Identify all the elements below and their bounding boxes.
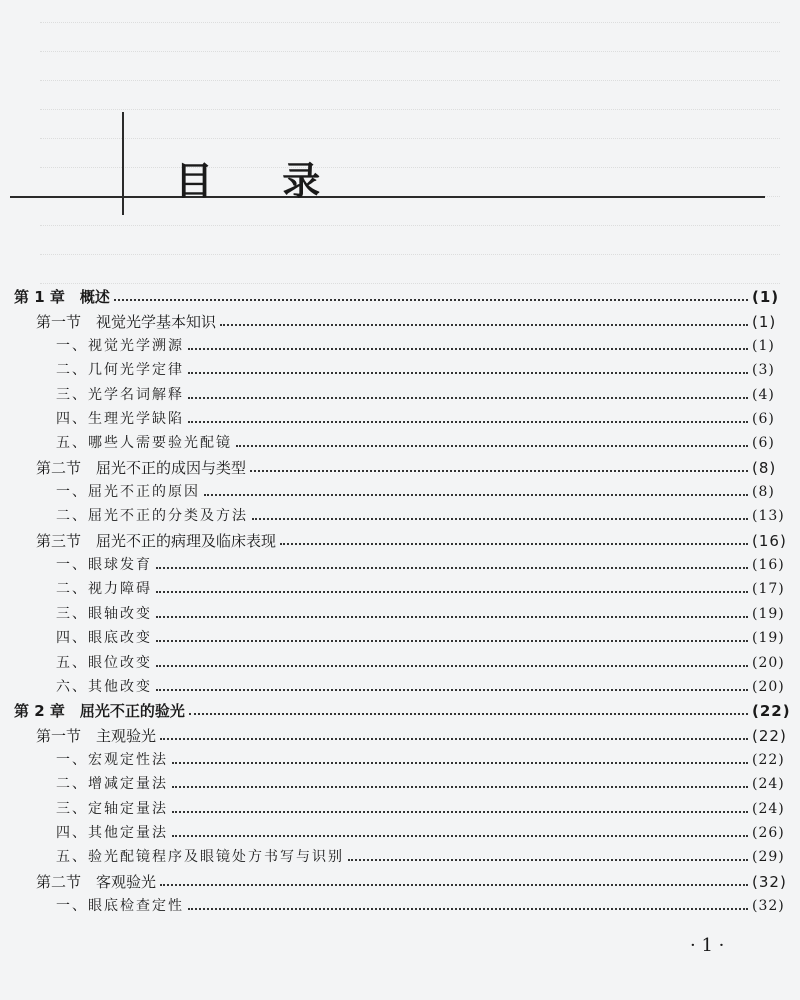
toc-item [0,404,800,428]
toc-section [0,306,800,330]
toc-chapter [0,696,800,720]
toc-entry-title: 五、验光配镜程序及眼镜处方书写与识别 [56,849,344,866]
toc-item [0,672,800,696]
toc-page-ref: (19) [752,630,785,647]
dot-leader [236,445,748,447]
toc-page-ref: (20) [752,678,785,695]
toc-page-ref: (29) [752,849,785,866]
dot-leader [188,908,748,910]
toc-page-ref: (24) [752,800,785,817]
toc-page-ref: (32) [752,897,785,914]
toc-item [0,501,800,525]
toc-item [0,623,800,647]
toc-entry-title: 第二节 屈光不正的成因与类型 [36,458,247,477]
title-vertical-rule [122,112,124,215]
dot-leader [156,640,748,642]
toc-entry-title: 一、眼底检查定性 [56,897,184,914]
toc-page-ref: (26) [752,824,785,841]
toc-page-ref: (22) [752,751,785,768]
dot-leader [156,689,748,691]
toc-page-ref: (1) [752,338,775,355]
toc-entry-title: 四、生理光学缺陷 [56,411,184,428]
dot-leader [114,299,748,301]
toc-item [0,428,800,452]
toc-item [0,745,800,769]
toc-entry-title: 第 2 章 屈光不正的验光 [14,702,185,721]
toc-item [0,891,800,915]
toc-section [0,866,800,890]
dot-leader [160,884,748,886]
toc-item [0,647,800,671]
toc-page-ref: (3) [752,362,775,379]
dot-leader [172,762,748,764]
dot-leader [250,470,748,472]
toc-page-ref: (19) [752,605,785,622]
toc-entry-title: 第一节 视觉光学基本知识 [36,312,217,331]
toc-entry-title: 五、眼位改变 [56,654,152,671]
toc-item [0,769,800,793]
toc-item [0,331,800,355]
toc-entry-title: 四、眼底改变 [56,630,152,647]
toc-item [0,477,800,501]
toc-item [0,793,800,817]
toc-entry-title: 第 1 章 概述 [14,288,110,307]
toc-item [0,818,800,842]
dot-leader [348,859,748,861]
toc-item [0,574,800,598]
toc-entry-title: 二、几何光学定律 [56,362,184,379]
show-through-text [40,0,780,290]
toc-section [0,525,800,549]
toc-page-ref: (1) [752,312,777,331]
toc-entry-title: 第二节 客观验光 [36,872,157,891]
dot-leader [189,713,748,715]
toc-chapter [0,282,800,306]
dot-leader [188,421,748,423]
title-horizontal-rule [10,196,765,198]
toc-section [0,720,800,744]
toc-entry-title: 六、其他改变 [56,678,152,695]
dot-leader [252,518,748,520]
toc-entry-title: 第一节 主观验光 [36,726,157,745]
dot-leader [172,835,748,837]
toc-section [0,452,800,476]
toc-entry-title: 二、视力障碍 [56,581,152,598]
toc-entry-title: 第三节 屈光不正的病理及临床表现 [36,531,277,550]
dot-leader [280,543,748,545]
dot-leader [220,324,748,326]
toc-page-ref: (20) [752,654,785,671]
toc-page-ref: (4) [752,386,775,403]
dot-leader [156,567,748,569]
toc-item [0,355,800,379]
toc-entry-title: 一、视觉光学溯源 [56,338,184,355]
dot-leader [188,372,748,374]
toc-entry-title: 一、眼球发育 [56,557,152,574]
toc-entry-title: 五、哪些人需要验光配镜 [56,435,232,452]
toc-page-ref: (22) [752,726,787,745]
table-of-contents [0,282,800,915]
dot-leader [156,616,748,618]
page-title: 目 录 [175,159,349,203]
toc-item [0,550,800,574]
toc-page-ref: (13) [752,508,785,525]
toc-entry-title: 二、增减定量法 [56,776,168,793]
toc-page-ref: (32) [752,872,787,891]
toc-page-ref: (6) [752,435,775,452]
toc-entry-title: 三、定轴定量法 [56,800,168,817]
dot-leader [188,397,748,399]
toc-page-ref: (8) [752,458,777,477]
toc-page-ref: (1) [752,288,780,307]
dot-leader [156,591,748,593]
toc-page-ref: (6) [752,411,775,428]
page-number: · 1 · [690,935,725,956]
toc-page-ref: (24) [752,776,785,793]
toc-entry-title: 一、屈光不正的原因 [56,484,200,501]
toc-item [0,842,800,866]
toc-item [0,379,800,403]
toc-page-ref: (16) [752,557,785,574]
dot-leader [172,786,748,788]
dot-leader [156,665,748,667]
dot-leader [172,811,748,813]
dot-leader [204,494,748,496]
dot-leader [188,348,748,350]
toc-page-ref: (22) [752,702,791,721]
toc-page-ref: (17) [752,581,785,598]
toc-entry-title: 三、眼轴改变 [56,605,152,622]
toc-entry-title: 四、其他定量法 [56,824,168,841]
toc-entry-title: 二、屈光不正的分类及方法 [56,508,248,525]
toc-page-ref: (16) [752,531,787,550]
toc-page-ref: (8) [752,484,775,501]
dot-leader [160,738,748,740]
toc-item [0,598,800,622]
toc-entry-title: 三、光学名词解释 [56,386,184,403]
toc-entry-title: 一、宏观定性法 [56,751,168,768]
